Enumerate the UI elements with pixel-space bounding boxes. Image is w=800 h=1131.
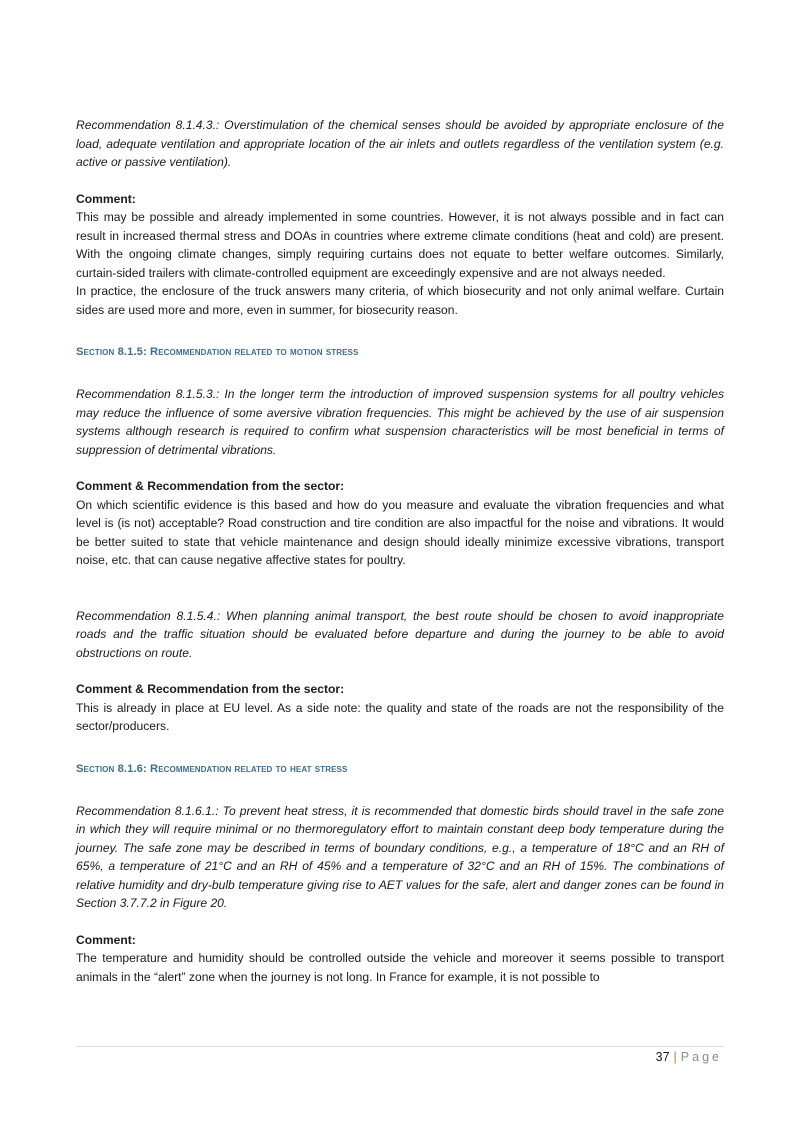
- recommendation-8-1-5-4: Recommendation 8.1.5.4.: When planning animal transport, the best route should be chosen to avoid inappropriate roads and the traffic situation should be evaluated before departure and during the journey to be able to avoid obstructions on route.: [76, 608, 724, 660]
- section-heading-8-1-5: Section 8.1.5: Recommendation related to motion stress: [76, 346, 359, 358]
- page-footer: [656, 1048, 722, 1066]
- footer-divider: [76, 1046, 724, 1047]
- comment-paragraph: In practice, the enclosure of the truck answers many criteria, of which biosecurity and not only animal welfare. Curtain sides are used more and more, even in summer, for biosecurity reason.: [76, 284, 724, 317]
- footer-separator: |: [673, 1050, 677, 1064]
- page-label: Page: [680, 1050, 722, 1064]
- recommendation-8-1-5-3: Recommendation 8.1.5.3.: In the longer term the introduction of improved suspension systems for all poultry vehicles may reduce the influence of some aversive vibration frequencies. This might be achieved by the use of air suspension systems although research is required to confirm what suspension characteristics will be most beneficial in terms of suppression of detrimental vibrations.: [76, 387, 724, 457]
- comment-paragraph: This is already in place at EU level. As a side note: the quality and state of the roads are not the responsibility of the sector/producers.: [76, 700, 724, 733]
- comment-heading: Comment:: [76, 191, 136, 206]
- recommendation-8-1-4-3: Recommendation 8.1.4.3.: Overstimulation of the chemical senses should be avoided by appropriate enclosure of the load, adequate ventilation and appropriate location of the air inlets and outlets regardless of the ventilation system (e.g. active or passive ventilation).: [76, 118, 724, 169]
- comment-heading: Comment:: [76, 932, 136, 947]
- comment-heading: Comment & Recommendation from the sector:: [76, 682, 345, 696]
- comment-heading: Comment & Recommendation from the sector:: [76, 479, 345, 493]
- page-number: 37: [655, 1050, 670, 1064]
- section-heading-8-1-6: Section 8.1.6: Recommendation related to heat stress: [76, 762, 348, 775]
- comment-paragraph: This may be possible and already implemented in some countries. However, it is not always possible and in fact can result in increased thermal stress and DOAs in countries where extreme climate conditions (heat and cold) are present. With the ongoing climate changes, simply requiring curtains does not equate to better welfare outcomes. Similarly, curtain-sided trailers with climate-controlled equipment are exceedingly expensive and are not always needed.: [76, 210, 724, 280]
- comment-paragraph: The temperature and humidity should be controlled outside the vehicle and moreover it seems possible to transport animals in the “alert” zone when the journey is not long. In France for example, it is not possible to: [76, 951, 724, 984]
- comment-paragraph: On which scientific evidence is this based and how do you measure and evaluate the vibration frequencies and what level is (is not) acceptable? Road construction and tire condition are also impactful for the noise and vibrations. It would be better suited to state that vehicle maintenance and design should ideally minimize excessive vibrations, transport noise, etc. that can cause negative affective states for poultry.: [76, 497, 724, 567]
- recommendation-8-1-6-1: Recommendation 8.1.6.1.: To prevent heat stress, it is recommended that domestic birds should travel in the safe zone in which they will require minimal or no thermoregulatory effort to maintain constant deep body temperature during the journey. The safe zone may be described in terms of boundary conditions, e.g., a temperature of 18°C and an RH of 65%, a temperature of 21°C and an RH of 45% and a temperature of 32°C and an RH of 15%. The combinations of relative humidity and dry-bulb temperature giving rise to AET values for the safe, alert and danger zones can be found in Section 3.7.7.2 in Figure 20.: [76, 803, 724, 910]
